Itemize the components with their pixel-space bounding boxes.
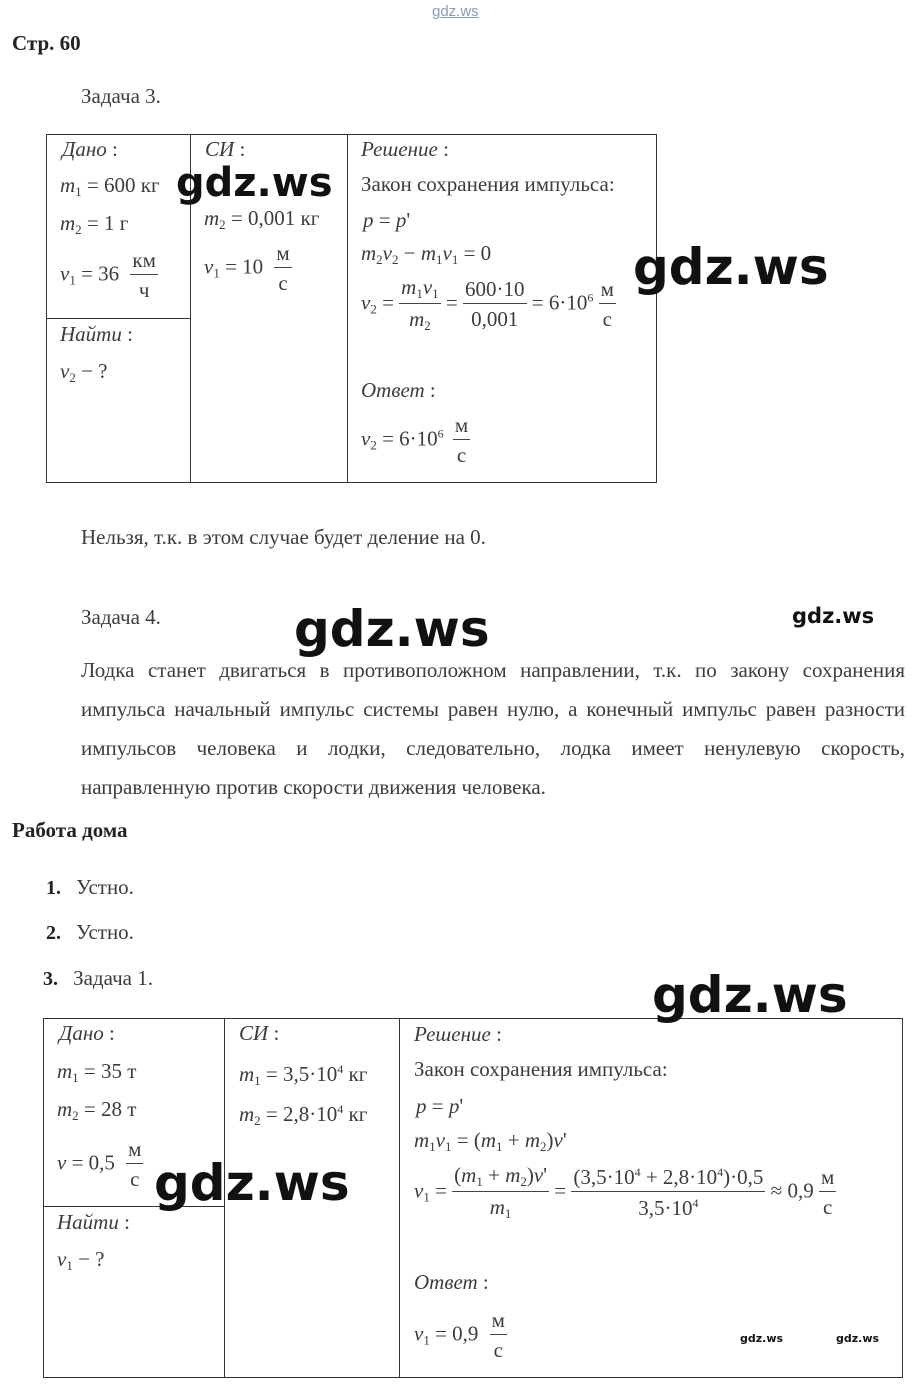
note-division-by-zero: Нельзя, т.к. в этом случае будет деление на 0.	[81, 525, 486, 549]
task1-eq2: $m_1v_1 = (m_1 + m_2)v'$	[414, 1128, 567, 1154]
task3-given-label: Дано :	[62, 137, 118, 161]
watermark: gdz.ws	[792, 604, 875, 628]
task1-find-label: Найти :	[57, 1210, 130, 1234]
task1-si-label: СИ :	[239, 1021, 280, 1045]
task1-answer-label: Ответ :	[414, 1270, 489, 1294]
watermark: gdz.ws	[176, 160, 333, 206]
task4-title: Задача 4.	[81, 605, 161, 629]
task1-answer: $v_1 = 0,9$ $\frac{м}{с}$	[414, 1308, 505, 1362]
task1-si-m1: $m_1 = 3,5\cdot 10^4$ кг	[239, 1062, 368, 1088]
page-label: Стр. 60	[12, 31, 81, 55]
task3-solution-label: Решение :	[361, 137, 449, 161]
site-header-watermark: gdz.ws	[432, 3, 479, 20]
task3-law: Закон сохранения импульса:	[361, 172, 615, 196]
task3-find-label: Найти :	[60, 322, 133, 346]
task3-eq2: $m_2v_2 - m_1v_1 = 0$	[361, 241, 492, 267]
task1-si-m2: $m_2 = 2,8\cdot 10^4$ кг	[239, 1102, 368, 1128]
watermark: gdz.ws	[633, 238, 829, 296]
task1-calculation: $v_1$ = $\frac{(m_1 + m_2)v'}{m_1}$ = $\frac{(3,5\cdot 10^4 + 2,8\cdot 10^4)\cdot 0,5}{3,5\cdot 10^4}$ ≈ 0,9 $\frac{м}{с}$	[414, 1163, 835, 1221]
task3-given-v1: $v_1 = 36$ $\frac{км}{ч}$	[60, 248, 156, 302]
task1-eq1: p = p'	[416, 1094, 464, 1118]
homework-item: 2. Устно.	[46, 920, 134, 944]
task3-answer: $v_2 = 6\cdot 10^6$ $\frac{м}{с}$	[361, 413, 469, 467]
watermark: gdz.ws	[154, 1154, 350, 1212]
task3-answer-label: Ответ :	[361, 378, 436, 402]
task3-eq1: p = p'	[363, 208, 411, 232]
task1-law: Закон сохранения импульса:	[414, 1057, 668, 1081]
watermark: gdz.ws	[836, 1332, 880, 1345]
task1-given-v: v = 0,5 $\frac{м}{с}$	[57, 1137, 142, 1191]
task1-solution-label: Решение :	[414, 1022, 502, 1046]
task3-given-m2: $m_2 = 1$ г	[60, 211, 129, 237]
homework-item: 1. Устно.	[46, 875, 134, 899]
task3-si-label: СИ :	[205, 137, 246, 161]
task3-si-v1: $v_1 = 10$ $\frac{м}{с}$	[204, 241, 290, 295]
task1-find-value: $v_1$ − ?	[57, 1247, 105, 1273]
task3-si-m2: $m_2 = 0,001$ кг	[204, 206, 320, 232]
task1-given-label: Дано :	[59, 1021, 115, 1045]
watermark: gdz.ws	[740, 1332, 784, 1345]
task1-given-m1: $m_1 = 35$ т	[57, 1059, 137, 1085]
homework-title: Работа дома	[12, 818, 128, 842]
task3-calculation: $v_2$ = $\frac{m_1v_1}{m_2}$ = $\frac{600\cdot 10}{0,001}$ = $6\cdot 10^6$ $\frac{м}{с}$	[361, 275, 614, 333]
homework-item: 3. Задача 1.	[43, 966, 153, 990]
watermark: gdz.ws	[294, 600, 490, 658]
task3-given-m1: $m_1 = 600$ кг	[60, 173, 160, 199]
task4-text: Лодка станет двигаться в противоположном направлении, т.к. по закону сохранения импульса начальный импульс системы равен нулю, а конечный импульс равен разности импульсов человека и лодки, следовательно, лодка имеет ненулевую скорость, направленную против скорости движения человека.	[81, 658, 905, 799]
task1-given-m2: $m_2 = 28$ т	[57, 1097, 137, 1123]
watermark: gdz.ws	[652, 966, 848, 1024]
task3-title: Задача 3.	[81, 84, 161, 108]
task3-find-value: $v_2$ − ?	[60, 359, 108, 385]
